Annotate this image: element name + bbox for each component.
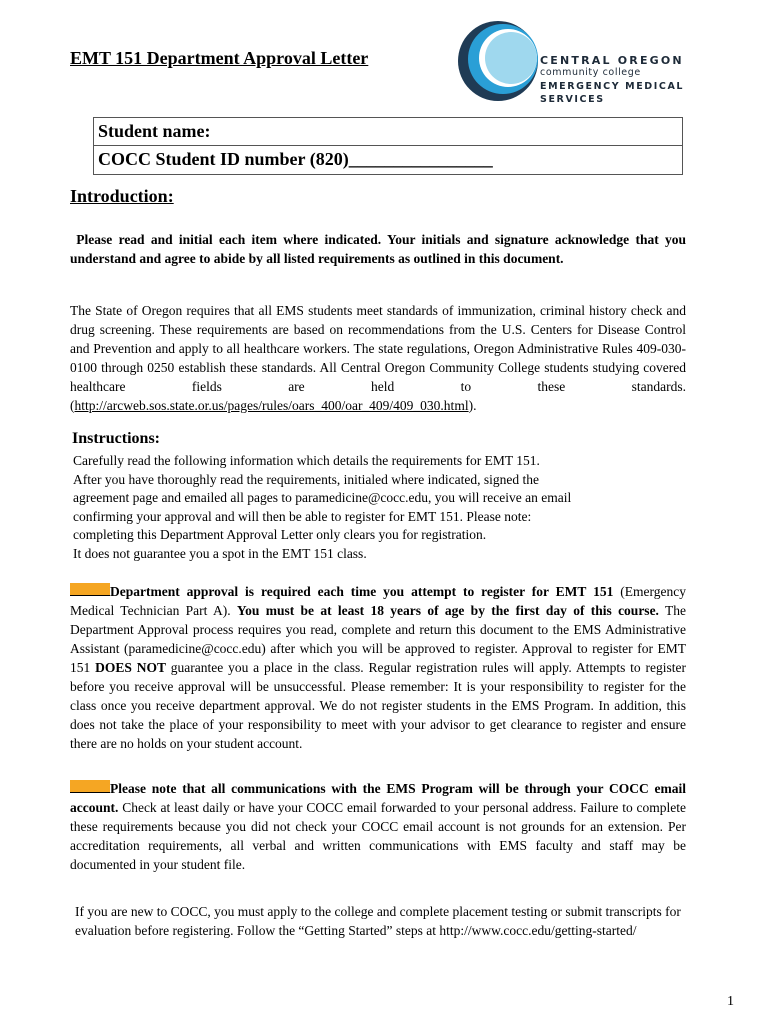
intro-paragraph: The State of Oregon requires that all EMS students meet standards of immunization, criminal history check and drug screening. These requirements are based on recommendations from the U.S. Centers for Disease Control and Prevention and apply to all healthcare workers. The state regulations, Oregon Administrative Rules 409-030-0100 through 0250 establish these standards. All Central Oregon Community College students studying covered healthcare fields are held to these standards. (http://arcweb.sos.state.or.us/pages/rules/oars_400/oar_409/409_030.html). (70, 303, 686, 413)
instructions-heading: Instructions: (72, 430, 161, 447)
instruction-line: Carefully read the following information which details the requirements for EMT 151. (73, 453, 540, 468)
oar-link[interactable]: http://arcweb.sos.state.or.us/pages/rules/oars_400/oar_409/409_030.html (74, 398, 469, 413)
logo-line-central-oregon: CENTRAL OREGON (540, 54, 684, 67)
initials-blank[interactable] (70, 583, 110, 596)
introduction-heading: Introduction: (70, 186, 174, 206)
student-id-field[interactable]: COCC Student ID number (820)________________ (94, 145, 682, 173)
logo-circle-icon (456, 14, 540, 108)
instruction-line: confirming your approval and will then be able to register for EMT 151. Please note: (73, 508, 532, 524)
page-title: EMT 151 Department Approval Letter (70, 48, 369, 68)
student-info-box (93, 117, 683, 175)
logo-line-services: SERVICES (540, 94, 605, 105)
page-number: 1 (727, 994, 734, 1009)
instructions-text (73, 452, 689, 564)
logo-line-community-college: community college (540, 67, 641, 78)
instruction-line: completing this Department Approval Letter only clears you for registration. (73, 527, 487, 543)
instruction-line: It does not guarantee you a spot in the EMT 151 class. (73, 545, 367, 561)
initials-blank[interactable] (70, 780, 110, 793)
student-name-field[interactable]: Student name: (98, 121, 211, 141)
new-student-paragraph: If you are new to COCC, you must apply to the college and complete placement testing or submit transcripts for evaluation before registering. Follow the “Getting Started” steps at http://www.cocc.edu/getting-started/ (75, 904, 681, 938)
instruction-line: After you have thoroughly read the requirements, initialed where indicated, signed the (73, 471, 539, 487)
initial-notice: Please read and initial each item where indicated. Your initials and signature acknowledge that you understand and agree to abide by all listed requirements as outlined in this document. (70, 232, 686, 266)
cocc-ems-logo (456, 14, 686, 108)
instruction-line: agreement page and emailed all pages to paramedicine@cocc.edu, you will receive an email (73, 490, 572, 506)
logo-line-emergency-medical: EMERGENCY MEDICAL (540, 81, 685, 92)
department-approval-paragraph: Department approval is required each time you attempt to register for EMT 151 (Emergency Medical Technician Part A). You must be at least 18 years of age by the first day of this course. The Department Approval process requires you read, complete and return this document to the EMS Administrative Assistant (paramedicine@cocc.edu) after which you will be approved to register. Approval to register for EMT 151 DOES NOT guarantee you a place in the class. Regular registration rules will apply. Attempts to register before you receive approval will be unsuccessful. Please remember: It is your responsibility to register for the class once you receive department approval. We do not register students in the EMS Program. In addition, this does not take the place of your responsibility to meet with your advisor to get clearance to register and ensure there are no holds on your student account. (70, 584, 686, 751)
communications-paragraph: Please note that all communications with the EMS Program will be through your COCC email account. Check at least daily or have your COCC email forwarded to your personal address. Failure to complete these requirements because you did not check your COCC email account is not grounds for an extension. Per accreditation requirements, all verbal and written communications with EMS faculty and staff may be documented in your student file. (70, 781, 686, 872)
